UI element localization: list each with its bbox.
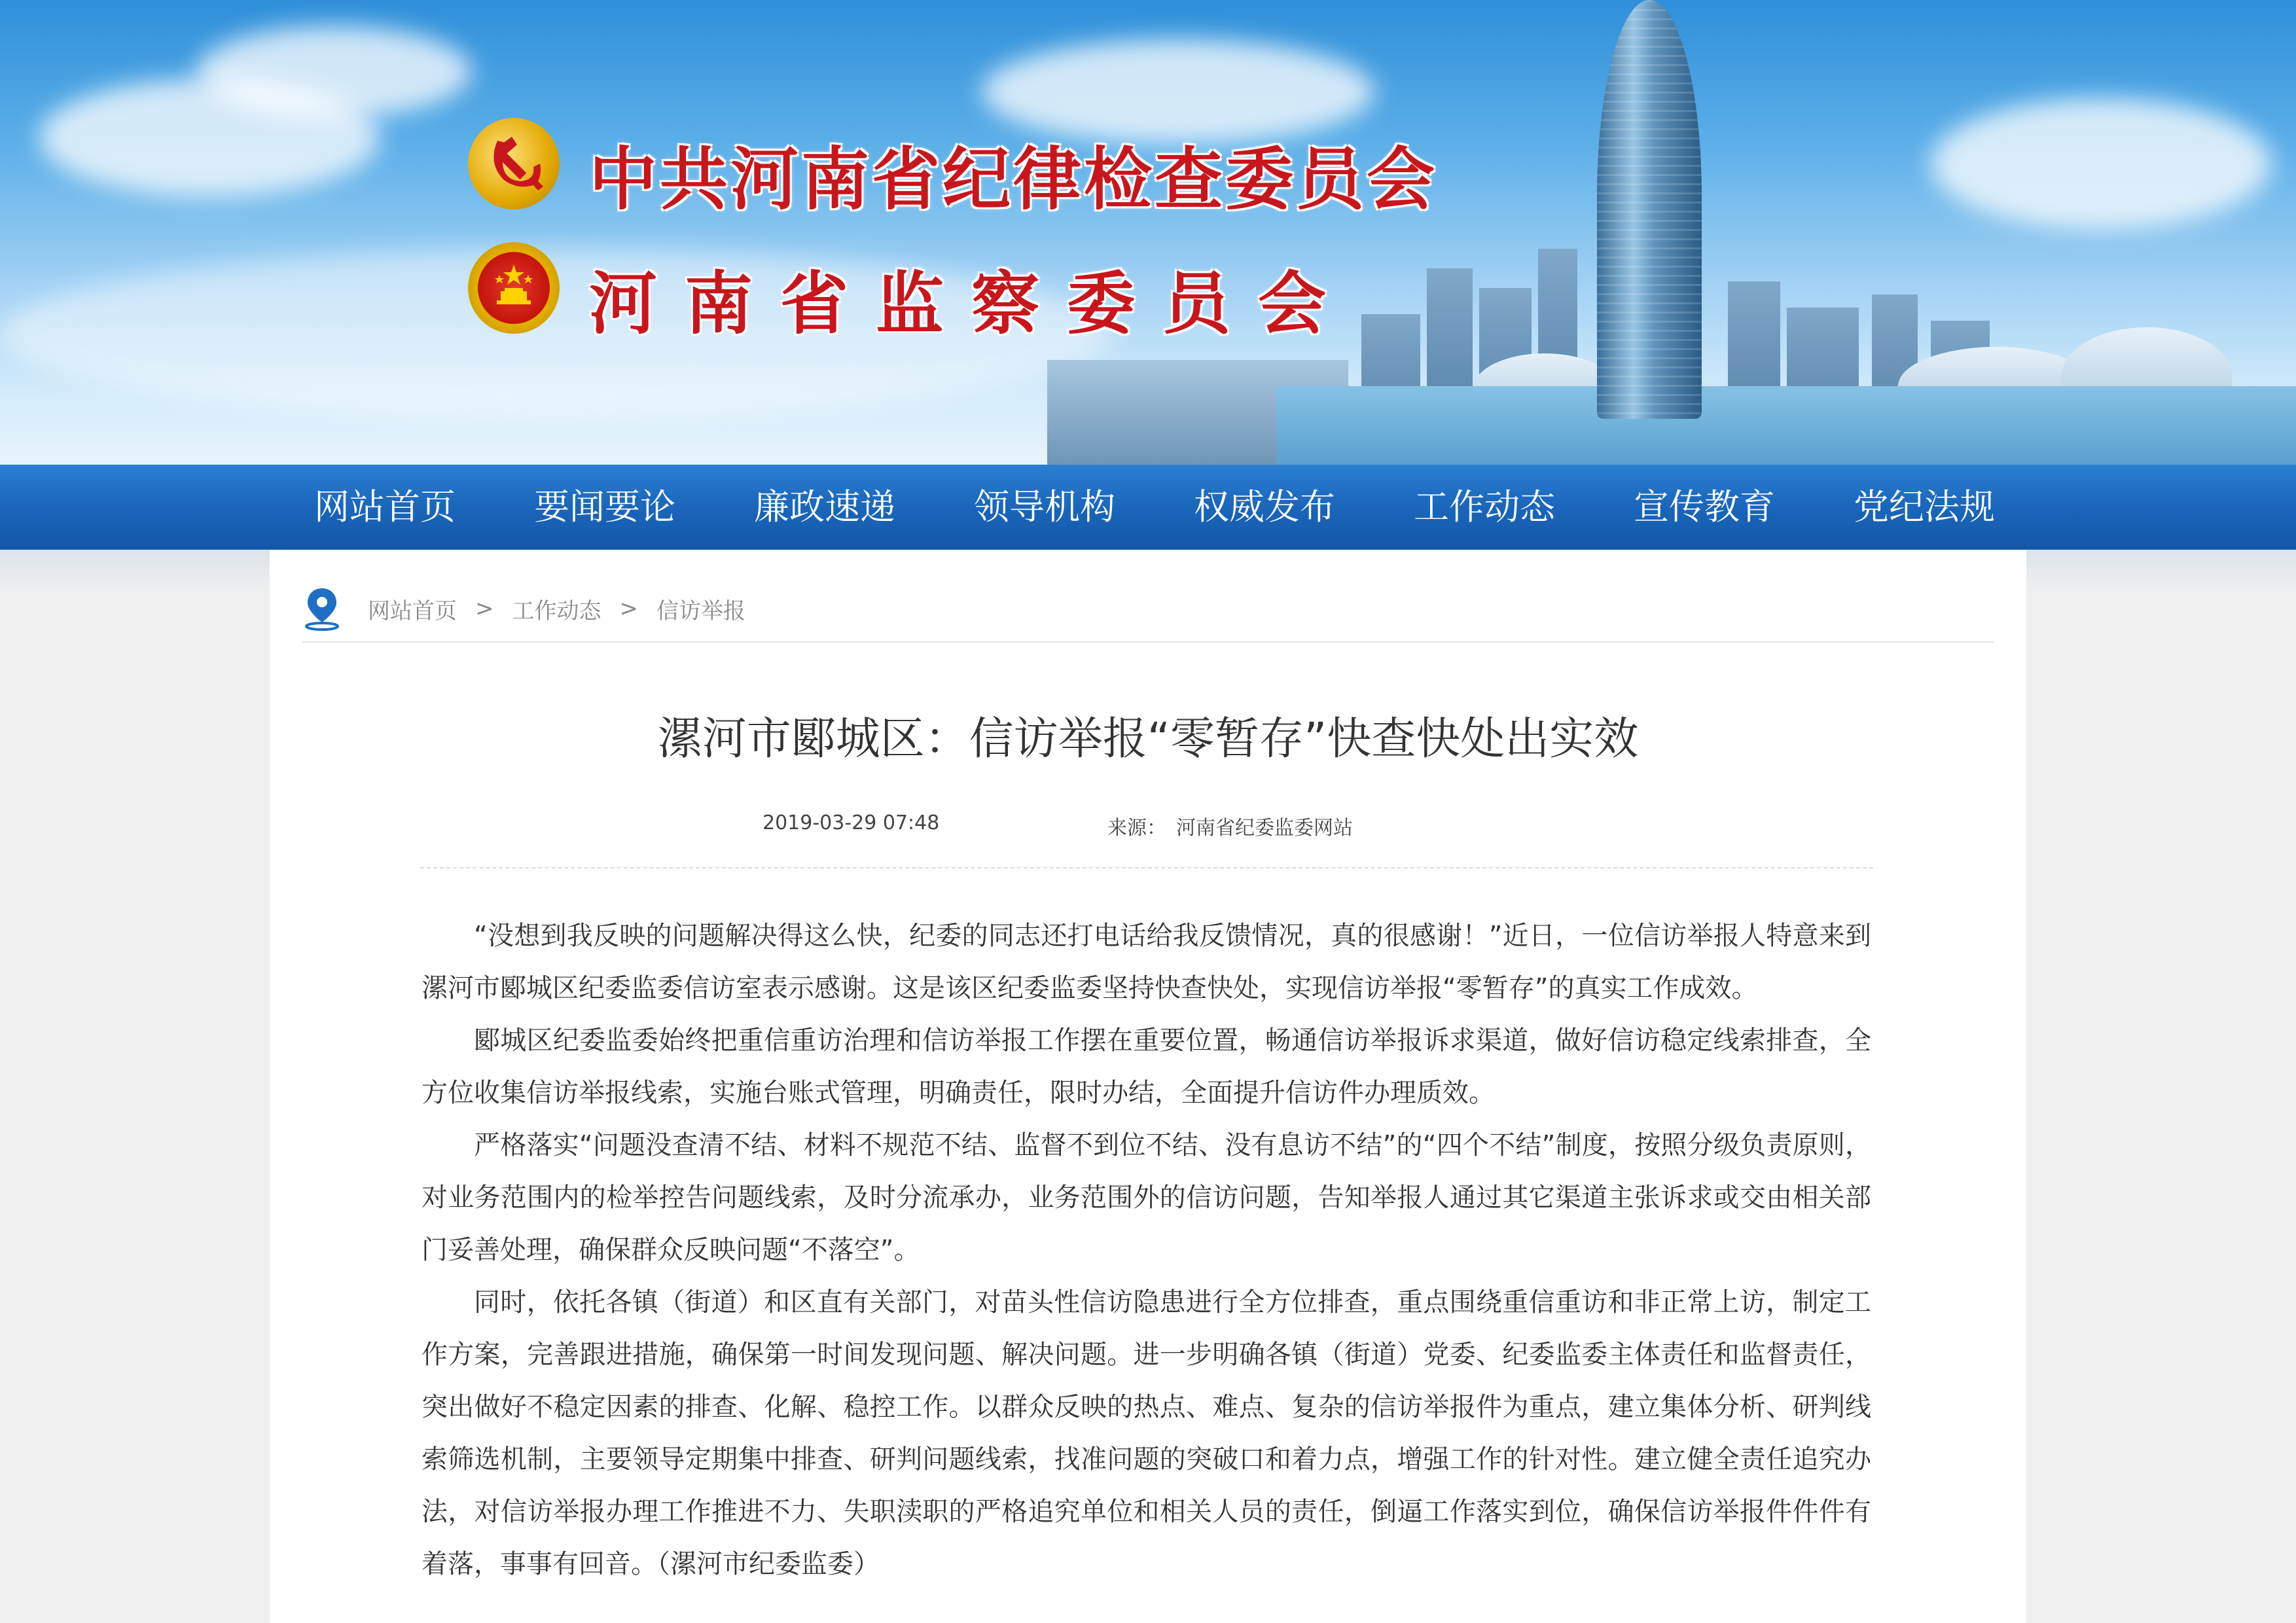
nav-item-official-release[interactable]: 权威发布	[1194, 486, 1335, 527]
article-paragraph: 郾城区纪委监委始终把重信重访治理和信访举报工作摆在重要位置，畅通信访举报诉求渠道，做好信访稳定线索排查，全方位收集信访举报线索，实施台账式管理，明确责任，限时办结，全面提升信访件办理质效。	[422, 1026, 1871, 1108]
breadcrumb-petition-report[interactable]: 信访举报	[656, 597, 745, 624]
article-paragraph: 同时，依托各镇（街道）和区直有关部门，对苗头性信访隐患进行全方位排查，重点围绕重信重访和非正常上访，制定工作方案，完善跟进措施，确保第一时间发现问题、解决问题。进一步明确各镇（街道）党委、纪委监委主体责任和监督责任，突出做好不稳定因素的排查、化解、稳控工作。以群众反映的热点、难点、复杂的信访举报件为重点，建立集体分析、研判线索筛选机制，主要领导定期集中排查、研判问题线索，找准问题的突破口和着力点，增强工作的针对性。建立健全责任追究办法，对信访举报办理工作推进不力、失职渎职的严格追究单位和相关人员的责任，倒逼工作落实到位，确保信访举报件件件有着落，事事有回音。（漯河市纪委监委）	[422, 1287, 1871, 1579]
lake-decoration	[1276, 386, 2296, 465]
org-title-primary: 中共河南省纪律检查委员会	[589, 139, 1438, 219]
meta-divider	[420, 867, 1873, 868]
article-body	[422, 910, 1871, 1590]
breadcrumb-separator: >	[619, 596, 638, 622]
article-source: 河南省纪委监委网站	[1176, 817, 1353, 840]
cloud-decoration	[196, 26, 471, 118]
article-paragraph: “没想到我反映的问题解决得这么快，纪委的同志还打电话给我反馈情况，真的很感谢！”近日，一位信访举报人特意来到漯河市郾城区纪委监委信访室表示感谢。这是该区纪委监委坚持快查快处，实现信访举报“零暂存”的真实工作成效。	[422, 921, 1871, 1003]
article-title: 漯河市郾城区：信访举报“零暂存”快查快处出实效	[657, 713, 1639, 765]
article-meta	[270, 812, 2026, 844]
main-nav	[0, 465, 2296, 550]
location-pin-icon	[302, 586, 342, 632]
tower-decoration	[1597, 0, 1702, 419]
article-source-label: 来源：	[1107, 817, 1166, 840]
party-emblem-icon	[468, 118, 560, 209]
breadcrumb-home[interactable]: 网站首页	[368, 597, 457, 624]
breadcrumb-work-updates[interactable]: 工作动态	[512, 597, 601, 624]
breadcrumb	[302, 576, 1994, 643]
nav-item-work-updates[interactable]: 工作动态	[1414, 486, 1555, 527]
nav-item-integrity-express[interactable]: 廉政速递	[754, 486, 895, 527]
header-banner	[0, 0, 2296, 465]
nav-item-home[interactable]: 网站首页	[314, 486, 456, 527]
article-container	[270, 550, 2026, 1623]
national-emblem-icon	[468, 242, 560, 334]
org-title-secondary: 河南省监察委员会	[589, 263, 1354, 344]
nav-item-news[interactable]: 要闻要论	[534, 486, 675, 527]
article-date: 2019-03-29 07:48	[762, 812, 940, 834]
cloud-decoration	[1931, 98, 2271, 229]
article-paragraph: 严格落实“问题没查清不结、材料不规范不结、监督不到位不结、没有息访不结”的“四个不结”制度，按照分级负责原则，对业务范围内的检举控告问题线索，及时分流承办，业务范围外的信访问题，告知举报人通过其它渠道主张诉求或交由相关部门妥善处理，确保群众反映问题“不落空”。	[422, 1130, 1871, 1265]
breadcrumb-separator: >	[475, 596, 494, 622]
nav-item-education[interactable]: 宣传教育	[1634, 486, 1775, 527]
nav-item-leadership[interactable]: 领导机构	[974, 486, 1115, 527]
nav-item-regulations[interactable]: 党纪法规	[1854, 486, 1995, 527]
